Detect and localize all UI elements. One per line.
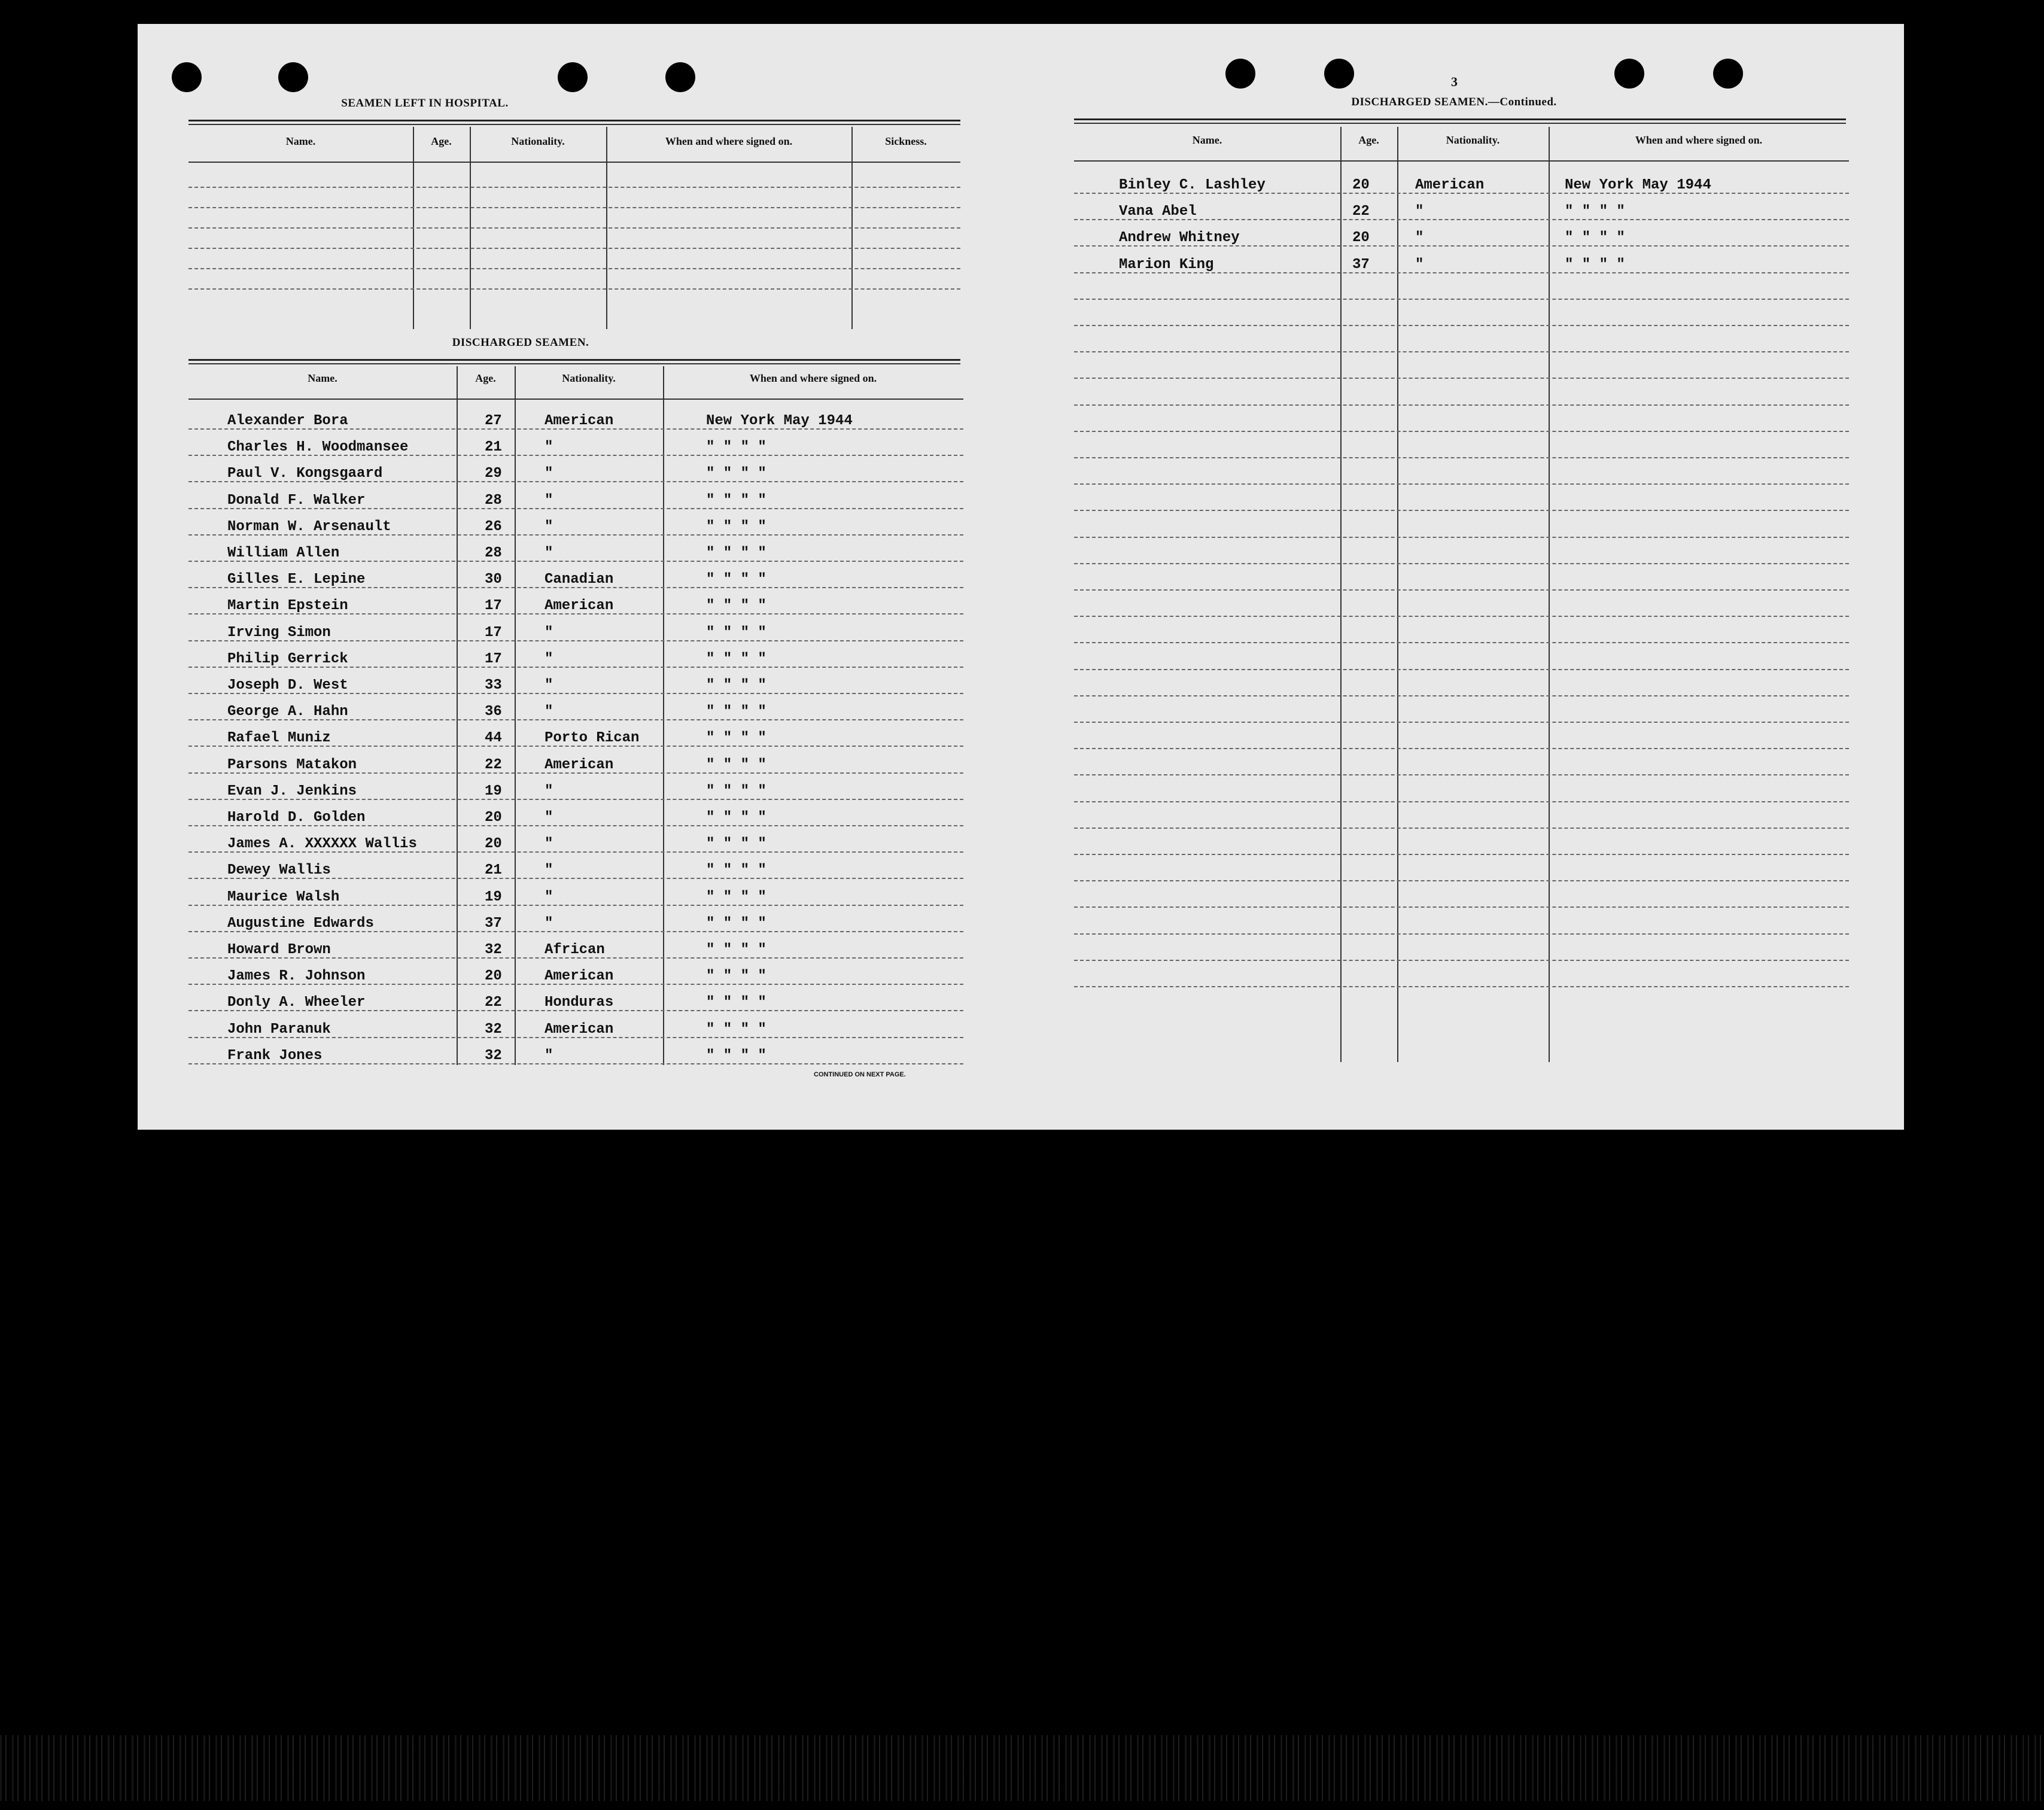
ruled-line — [1074, 642, 1849, 643]
table-cell-name: Frank Jones — [227, 1047, 323, 1064]
table-cell-nat: " — [545, 889, 553, 905]
table-cell-nat: " — [1415, 230, 1424, 247]
table-cell-name: Evan J. Jenkins — [227, 783, 357, 799]
film-edge-noise — [0, 1735, 2044, 1801]
ruled-line — [1074, 563, 1849, 564]
table-cell-when: New York May 1944 — [1565, 177, 1711, 193]
table-cell-nat: " — [545, 915, 553, 932]
table-cell-nat: American — [1415, 177, 1485, 193]
table-cell-nat: " — [545, 545, 553, 561]
table-cell-when: " " " " — [1565, 256, 1625, 273]
ruled-line — [1074, 351, 1849, 352]
table-cell-age: 30 — [485, 571, 502, 588]
table-cell-age: 20 — [485, 836, 502, 853]
ruled-line — [1074, 510, 1849, 511]
table-cell-age: 36 — [485, 704, 502, 720]
column-header: When and where signed on. — [665, 135, 793, 147]
page-number: 3 — [1451, 74, 1458, 89]
table-cell-when: " " " " — [706, 994, 766, 1011]
table-cell-age: 21 — [485, 439, 502, 456]
table-cell-nat: American — [545, 968, 614, 985]
table-cell-nat: Canadian — [545, 571, 614, 588]
ruled-line — [1074, 669, 1849, 670]
ruled-line — [1074, 695, 1849, 696]
table-cell-nat: Honduras — [545, 994, 614, 1011]
table-cell-name: Rafael Muniz — [227, 730, 331, 747]
table-cell-when: " " " " — [706, 836, 766, 853]
table-cell-nat: " — [545, 518, 553, 535]
column-header: Name. — [285, 135, 316, 147]
table-cell-age: 22 — [485, 756, 502, 773]
table-cell-when: " " " " — [706, 1047, 766, 1064]
discharged-title: DISCHARGED SEAMEN. — [452, 336, 589, 349]
table-cell-nat: " — [1415, 203, 1424, 220]
table-cell-when: " " " " — [1565, 203, 1625, 220]
ruled-line — [1074, 404, 1849, 406]
table-cell-when: " " " " — [706, 492, 766, 509]
table-cell-age: 20 — [1352, 177, 1370, 193]
column-header: Name. — [308, 372, 337, 384]
table-cell-when: New York May 1944 — [706, 413, 853, 429]
table-cell-nat: " — [545, 836, 553, 853]
table-cell-nat: " — [545, 862, 553, 879]
table-cell-name: Paul V. Kongsgaard — [227, 466, 383, 482]
ruled-line — [1074, 616, 1849, 617]
ruled-line — [1074, 537, 1849, 538]
table-cell-name: Donald F. Walker — [227, 492, 366, 509]
table-cell-age: 37 — [485, 915, 502, 932]
table-cell-when: " " " " — [706, 624, 766, 641]
table-cell-when: " " " " — [706, 968, 766, 985]
ruled-line — [1074, 880, 1849, 881]
table-cell-when: " " " " — [706, 439, 766, 456]
table-cell-age: 17 — [485, 598, 502, 615]
table-cell-age: 20 — [485, 968, 502, 985]
column-divider — [1549, 127, 1550, 1062]
ruled-line — [1074, 986, 1849, 987]
table-cell-name: Maurice Walsh — [227, 889, 340, 905]
column-divider — [1340, 127, 1342, 1062]
column-header: Nationality. — [562, 372, 616, 384]
table-cell-nat: American — [545, 1021, 614, 1038]
table-cell-name: Parsons Matakon — [227, 756, 357, 773]
ruled-line — [1074, 854, 1849, 855]
table-cell-nat: " — [545, 783, 553, 799]
table-cell-when: " " " " — [706, 466, 766, 482]
table-cell-name: Vana Abel — [1119, 203, 1197, 220]
table-cell-name: Harold D. Golden — [227, 810, 366, 826]
table-cell-name: Andrew Whitney — [1119, 230, 1240, 247]
table-cell-name: Marion King — [1119, 256, 1214, 273]
ruled-line — [1074, 774, 1849, 775]
ruled-line — [1074, 589, 1849, 591]
ruled-line — [1074, 722, 1849, 723]
table-cell-age: 20 — [485, 810, 502, 826]
table-cell-name: Gilles E. Lepine — [227, 571, 366, 588]
table-cell-nat: " — [545, 810, 553, 826]
table-cell-when: " " " " — [1565, 230, 1625, 247]
column-header: Name. — [1192, 134, 1222, 146]
table-cell-name: Philip Gerrick — [227, 650, 348, 667]
ruled-line — [1074, 960, 1849, 961]
table-cell-when: " " " " — [706, 862, 766, 879]
table-cell-age: 28 — [485, 545, 502, 561]
table-cell-age: 17 — [485, 650, 502, 667]
table-cell-age: 32 — [485, 1021, 502, 1038]
table-cell-nat: " — [1415, 256, 1424, 273]
table-cell-age: 32 — [485, 1047, 502, 1064]
table-cell-when: " " " " — [706, 756, 766, 773]
table-cell-age: 44 — [485, 730, 502, 747]
ruled-line — [1074, 933, 1849, 935]
ruled-line — [1074, 457, 1849, 458]
table-cell-nat: " — [545, 492, 553, 509]
table-cell-nat: " — [545, 466, 553, 482]
table-cell-nat: Porto Rican — [545, 730, 640, 747]
table-cell-when: " " " " — [706, 915, 766, 932]
column-header: Age. — [1358, 134, 1379, 146]
table-cell-age: 22 — [1352, 203, 1370, 220]
table-cell-name: Binley C. Lashley — [1119, 177, 1266, 193]
column-divider — [1397, 127, 1398, 1062]
ruled-line — [1074, 906, 1849, 908]
table-cell-name: Donly A. Wheeler — [227, 994, 366, 1011]
table-cell-age: 28 — [485, 492, 502, 509]
table-cell-when: " " " " — [706, 571, 766, 588]
table-cell-name: Alexander Bora — [227, 413, 348, 429]
table-cell-when: " " " " — [706, 545, 766, 561]
table-cell-name: Norman W. Arsenault — [227, 518, 391, 535]
table-cell-name: Howard Brown — [227, 942, 331, 958]
table-cell-name: Joseph D. West — [227, 677, 348, 693]
table-cell-age: 22 — [485, 994, 502, 1011]
table-cell-age: 17 — [485, 624, 502, 641]
ruled-line — [1074, 299, 1849, 300]
column-header: When and where signed on. — [749, 372, 877, 384]
right-discharged-title: DISCHARGED SEAMEN.—Continued. — [1351, 96, 1557, 108]
table-cell-when: " " " " — [706, 810, 766, 826]
table-cell-age: 32 — [485, 942, 502, 958]
table-cell-age: 20 — [1352, 230, 1370, 247]
table-cell-nat: African — [545, 942, 605, 958]
table-cell-when: " " " " — [706, 598, 766, 615]
ruled-line — [1074, 748, 1849, 749]
table-cell-name: William Allen — [227, 545, 340, 561]
ruled-line — [1074, 325, 1849, 326]
table-cell-nat: " — [545, 624, 553, 641]
table-cell-name: James A. XXXXXX Wallis — [227, 836, 417, 853]
table-cell-when: " " " " — [706, 942, 766, 958]
table-cell-age: 27 — [485, 413, 502, 429]
ruled-line — [1074, 801, 1849, 802]
table-cell-nat: " — [545, 677, 553, 693]
column-header: Age. — [475, 372, 496, 384]
table-cell-name: George A. Hahn — [227, 704, 348, 720]
table-cell-nat: American — [545, 413, 614, 429]
table-cell-age: 21 — [485, 862, 502, 879]
ruled-line — [1074, 483, 1849, 485]
table-cell-when: " " " " — [706, 1021, 766, 1038]
table-cell-name: John Paranuk — [227, 1021, 331, 1038]
table-cell-name: Charles H. Woodmansee — [227, 439, 409, 456]
table-cell-nat: " — [545, 439, 553, 456]
table-cell-name: Augustine Edwards — [227, 915, 374, 932]
table-cell-when: " " " " — [706, 704, 766, 720]
table-cell-name: Martin Epstein — [227, 598, 348, 615]
table-cell-when: " " " " — [706, 650, 766, 667]
table-cell-age: 19 — [485, 783, 502, 799]
column-header: Nationality. — [1446, 134, 1500, 146]
table-cell-when: " " " " — [706, 518, 766, 535]
right-panel — [138, 24, 1904, 1130]
column-header: Age. — [431, 135, 452, 147]
table-cell-nat: " — [545, 704, 553, 720]
table-cell-age: 29 — [485, 466, 502, 482]
table-cell-when: " " " " — [706, 730, 766, 747]
column-header: Sickness. — [885, 135, 927, 147]
table-cell-nat: American — [545, 598, 614, 615]
continued-note: CONTINUED ON NEXT PAGE. — [814, 1071, 906, 1078]
header-rule — [1074, 160, 1849, 162]
table-cell-nat: " — [545, 1047, 553, 1064]
document-page — [138, 24, 1904, 1130]
ruled-line — [1074, 828, 1849, 829]
table-cell-when: " " " " — [706, 783, 766, 799]
ruled-line — [1074, 431, 1849, 432]
table-cell-nat: American — [545, 756, 614, 773]
column-header: Nationality. — [511, 135, 565, 147]
table-cell-name: Irving Simon — [227, 624, 331, 641]
table-cell-age: 33 — [485, 677, 502, 693]
table-cell-age: 37 — [1352, 256, 1370, 273]
table-cell-name: Dewey Wallis — [227, 862, 331, 879]
table-cell-when: " " " " — [706, 889, 766, 905]
ruled-line — [1074, 378, 1849, 379]
column-header: When and where signed on. — [1635, 134, 1763, 146]
table-cell-when: " " " " — [706, 677, 766, 693]
table-cell-nat: " — [545, 650, 553, 667]
table-cell-age: 19 — [485, 889, 502, 905]
table-cell-age: 26 — [485, 518, 502, 535]
table-cell-name: James R. Johnson — [227, 968, 366, 985]
hospital-title: SEAMEN LEFT IN HOSPITAL. — [341, 97, 509, 109]
